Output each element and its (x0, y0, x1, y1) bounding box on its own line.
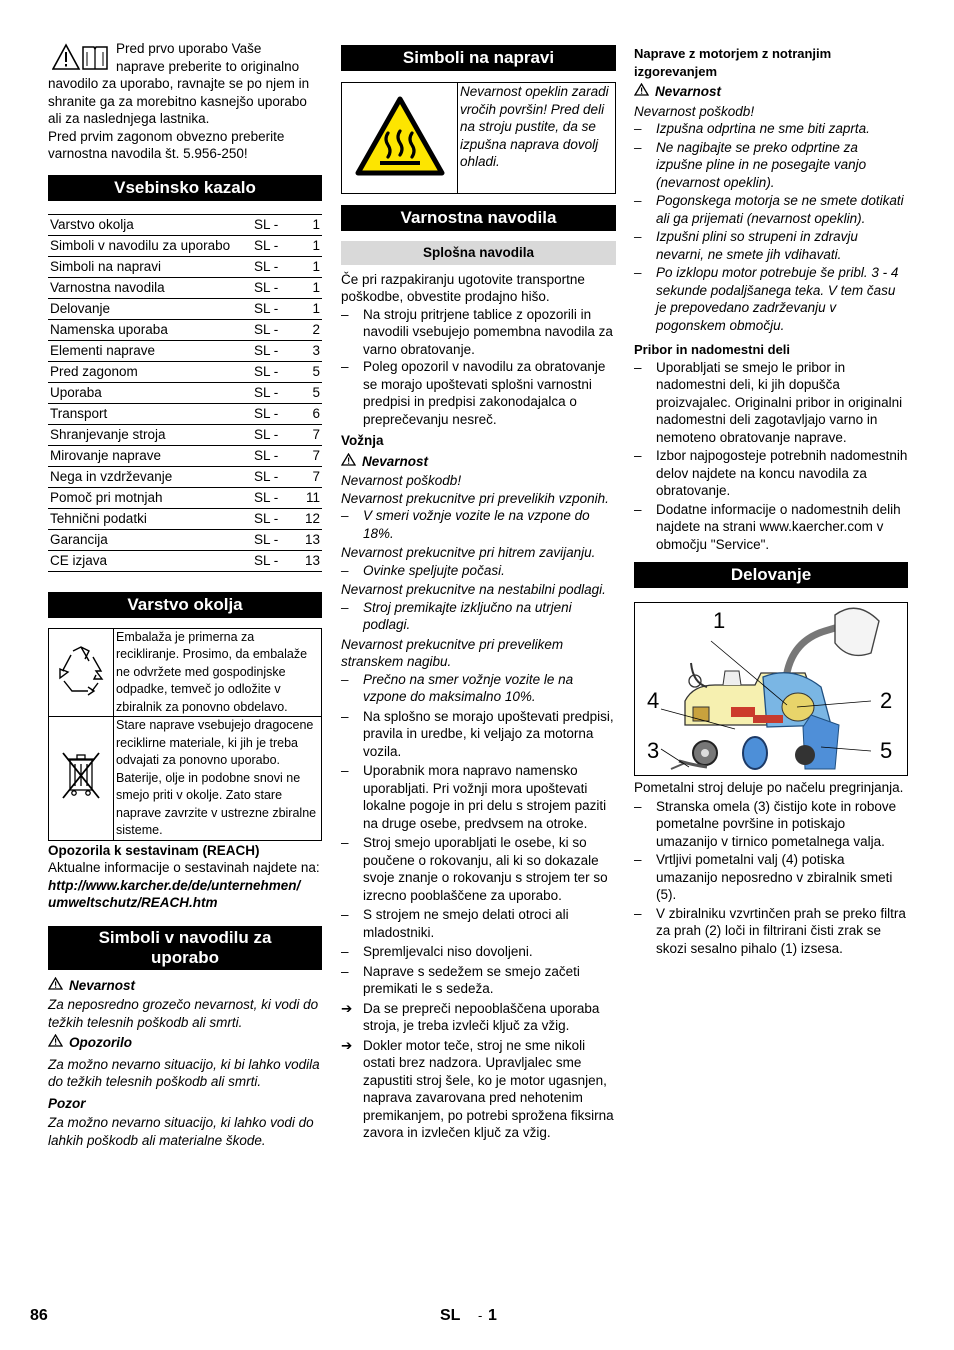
toc-label: Simboli v navodilu za uporabo (48, 235, 252, 256)
toc-page: 6 (290, 403, 322, 424)
toc-page: 2 (290, 319, 322, 340)
toc-lang: SL - (252, 529, 290, 550)
footer-lang: SL (440, 1307, 461, 1324)
toc-lang: SL - (252, 235, 290, 256)
column-1 (48, 40, 322, 1149)
list-item: – Vrtljivi pometalni valj (4) potiska umazanijo neposredno v zbiralnik smeti (5). (634, 852, 893, 902)
figure-label-1: 1 (713, 608, 726, 633)
toc-row[interactable] (48, 277, 322, 298)
hot-surface-icon (342, 83, 458, 194)
page-number: 86 (30, 1307, 48, 1324)
list-item: – Po izklopu motor potrebuje še pribl. 3 - 4 sekunde podaljšanega teka. V tem času je prepovedano zadrževanju v pogonskem območju. (634, 265, 899, 333)
danger-label: Nevarnost (69, 977, 136, 993)
intro-line: varnostna navodila št. 5.956-250! (48, 146, 248, 161)
toc-label: Elementi naprave (48, 340, 252, 361)
toc-row[interactable] (48, 298, 322, 319)
tip: Nevarnost prekucnitve pri prevelikem stranskem nagibu. (341, 636, 564, 669)
list-item: – Stroj premikajte izključno na utrjeni podlagi. (341, 599, 572, 632)
general-intro: Če pri razpakiranju ugotovite transportne poškodbe, obvestite prodajno hišo. (341, 271, 585, 304)
toc-lang: SL - (252, 550, 290, 571)
reach-title: Opozorila k sestavinam (REACH) (48, 842, 260, 858)
column-3 (634, 45, 908, 957)
intro-line: naprave preberite to originalno (116, 58, 300, 74)
sweeper-illustration (635, 603, 907, 775)
list-item: – Stranska omela (3) čistijo kote in robove pometalne površine in potiskajo umazanijo v tirnico pometalnega valja. (634, 798, 897, 849)
toc-lang: SL - (252, 445, 290, 466)
list-item: – Naprave s sedežem se smejo začeti premikati le s sedeža. (341, 963, 580, 996)
crossed-bin-icon (49, 717, 114, 841)
toc-page: 13 (290, 550, 322, 571)
toc-row[interactable] (48, 445, 322, 466)
intro-line: Pred prvim zagonom obvezno preberite (48, 128, 285, 144)
toc-lang: SL - (252, 298, 290, 319)
toc-label: Uporaba (48, 382, 252, 403)
toc-row[interactable] (48, 382, 322, 403)
intro-line: navodilo za uporabo, ravnajte se po njem in (48, 76, 310, 91)
toc-page: 1 (290, 298, 322, 319)
recycling-icon (49, 628, 114, 717)
toc-page: 1 (290, 256, 322, 277)
toc-label: Tehnični podatki (48, 508, 252, 529)
toc-row[interactable] (48, 235, 322, 256)
toc-page: 1 (290, 214, 322, 235)
toc-page: 7 (290, 466, 322, 487)
list-item: – Pogonskega motorja se ne smete dotikati ali ga prijemati (nevarnost opeklin). (634, 193, 904, 226)
intro-line: shranite ga za morebitno kasnejšo uporabo (48, 93, 307, 109)
caution-text: Za možno nevarno situacijo, ki lahko vodi do lahkih poškodb ali materialne škode. (48, 1115, 314, 1148)
warning-text: Za možno nevarno situacijo, ki bi lahko vodila do težkih telesnih poškodb ali smrti. (48, 1056, 320, 1089)
figure-label-4: 4 (647, 688, 660, 713)
driving-injury: Nevarnost poškodb! (341, 473, 462, 488)
footer-page: 1 (488, 1307, 497, 1324)
sweeper-figure (634, 602, 908, 776)
engine-injury: Nevarnost poškodb! (634, 103, 755, 119)
engine-danger-label: Nevarnost (655, 84, 722, 99)
list-item: – S strojem ne smejo delati otroci ali mladostniki. (341, 907, 569, 940)
reach-text: Aktualne informacije o sestavinah najdete na: (48, 860, 320, 875)
toc-table (48, 214, 322, 572)
list-item: – Prečno na smer vožnje vozite le na vzpone do maksimalno 10%. (341, 671, 574, 704)
toc-label: Transport (48, 403, 252, 424)
footer-sep: - (478, 1308, 483, 1323)
toc-label: Shranjevanje stroja (48, 424, 252, 445)
toc-row[interactable] (48, 361, 322, 382)
packaging-text: Embalaža je primerna za recikliranje. Prosimo, da embalaže ne odvržete med gospodinjske odpadke, temveč jo odložite v zbiralnik za ponovno obdelavo. (114, 628, 322, 717)
hot-surface-table (341, 82, 616, 194)
toc-lang: SL - (252, 403, 290, 424)
accessories-title: Pribor in nadomestni deli (634, 342, 791, 357)
safety-heading: Varnostna navodila (341, 205, 616, 231)
tip: Nevarnost prekucnitve pri hitrem zavijanju. (341, 545, 596, 560)
toc-page: 7 (290, 424, 322, 445)
toc-lang: SL - (252, 214, 290, 235)
toc-page: 5 (290, 382, 322, 403)
driving-danger-label: Nevarnost (362, 453, 429, 469)
general-subheading: Splošna navodila (341, 241, 616, 265)
danger-label-row (48, 977, 322, 995)
list-item: – Izpušni plini so strupeni in zdravju nevarni, ne smete jih vdihavati. (634, 229, 858, 262)
toc-page: 12 (290, 508, 322, 529)
toc-page: 5 (290, 361, 322, 382)
list-item: – Ne nagibajte se preko odprtine za izpušne pline in ne posegajte vanjo (nevarnost opeklin). (634, 139, 867, 190)
toc-row[interactable] (48, 550, 322, 571)
toc-lang: SL - (252, 487, 290, 508)
operation-heading: Delovanje (634, 562, 908, 588)
toc-lang: SL - (252, 277, 290, 298)
toc-heading: Vsebinsko kazalo (48, 175, 322, 201)
toc-row[interactable] (48, 466, 322, 487)
toc-label: Garancija (48, 529, 252, 550)
tip: Nevarnost prekucnitve na nestabilni podlagi. (341, 582, 606, 597)
toc-label: Varnostna navodila (48, 277, 252, 298)
toc-page: 7 (290, 445, 322, 466)
toc-row[interactable] (48, 256, 322, 277)
toc-row[interactable] (48, 340, 322, 361)
toc-label: Pomoč pri motnjah (48, 487, 252, 508)
toc-lang: SL - (252, 466, 290, 487)
figure-label-5: 5 (880, 738, 893, 763)
toc-page: 11 (290, 487, 322, 508)
toc-row[interactable] (48, 424, 322, 445)
toc-label: CE izjava (48, 550, 252, 571)
list-item: – Uporabljati se smejo le pribor in nadomestni deli, ki jih dopušča proizvajalec. Originalni pribor in originalni nadomestni deli zagotavljajo varno in nemoteno obratovanje naprave. (634, 359, 903, 445)
toc-page: 1 (290, 235, 322, 256)
arrow-icon: ➔ (341, 1000, 353, 1016)
toc-label: Pred zagonom (48, 361, 252, 382)
toc-lang: SL - (252, 424, 290, 445)
warning-triangle-icon (341, 453, 356, 471)
toc-row[interactable] (48, 214, 322, 235)
list-item: – V smeri vožnje vozite le na vzpone do 18%. (341, 508, 590, 541)
arrow-item: ➔ Da se prepreči nepooblaščena uporaba stroja, je treba izvleči ključ za vžig. (341, 1000, 600, 1033)
rules-list (341, 708, 616, 1142)
toc-row[interactable] (48, 487, 322, 508)
toc-label: Simboli na napravi (48, 256, 252, 277)
driving-title: Vožnja (341, 433, 384, 448)
list-item: – Dodatne informacije o nadomestnih delih najdete na strani www.kaercher.com v območju "Service". (634, 501, 901, 552)
toc-lang: SL - (252, 319, 290, 340)
toc-label: Nega in vzdrževanje (48, 466, 252, 487)
environment-table (48, 628, 322, 841)
list-item: – V zbiralniku vzvrtinčen prah se preko filtra za prah (2) loči in filtrirani čisti zrak se skozi sesalno pihalo (1) izsesa. (634, 905, 906, 956)
toc-label: Namenska uporaba (48, 319, 252, 340)
toc-lang: SL - (252, 361, 290, 382)
environment-heading: Varstvo okolja (48, 592, 322, 618)
reach-link[interactable]: umweltschutz/REACH.htm (48, 895, 218, 910)
intro-line: ali za naslednjega lastnika. (48, 111, 210, 126)
toc-row[interactable] (48, 508, 322, 529)
tip: Nevarnost prekucnitve pri prevelikih vzponih. (341, 490, 609, 506)
arrow-icon: ➔ (341, 1037, 353, 1053)
list-item: – Izbor najpogosteje potrebnih nadomestnih delov najdete na koncu navodila za obratovanje. (634, 448, 908, 498)
warning-label: Opozorilo (69, 1035, 132, 1050)
list-item: – Spremljevalci niso dovoljeni. (341, 944, 533, 959)
device-symbols-heading: Simboli na napravi (341, 45, 616, 71)
toc-row[interactable] (48, 529, 322, 550)
reach-link[interactable]: http://www.karcher.de/de/unternehmen/ (48, 877, 301, 893)
list-item: – Izpušna odprtina ne sme biti zaprta. (634, 121, 870, 136)
arrow-item: ➔ Dokler motor teče, stroj ne sme nikoli ostati brez nadzora. Upravljalec sme zapustiti stroj šele, ko je motor ugasnjen, naprava zavarovana pred nehotenim premikanjem, po potrebi sprožena fiksirna zavora in izvlečen ključ za vžig. (341, 1037, 614, 1140)
engine-title: Naprave z motorjem z notranjim izgorevanjem (634, 46, 832, 79)
toc-lang: SL - (252, 340, 290, 361)
toc-label: Mirovanje naprave (48, 445, 252, 466)
caution-label: Pozor (48, 1095, 86, 1111)
danger-text: Za neposredno grozečo nevarnost, ki vodi do težkih telesnih poškodb ali smrti. (48, 997, 319, 1030)
list-item: – Stroj smejo uporabljati le osebe, ki so poučene o rokovanju, ali ki so dokazale svoje znanje o rokovanju s strojem ter so izrecno pooblaščene za uporabo. (341, 835, 608, 903)
list-item: – Na splošno se morajo upoštevati predpisi, pravila in uredbe, ki veljajo za motorna vozila. (341, 708, 614, 759)
toc-label: Delovanje (48, 298, 252, 319)
toc-page: 1 (290, 277, 322, 298)
toc-row[interactable] (48, 403, 322, 424)
engine-danger-row (634, 83, 908, 101)
toc-lang: SL - (252, 382, 290, 403)
warning-label-row (48, 1034, 322, 1052)
warning-book-icon (52, 43, 108, 71)
intro-line: Pred prvo uporabo Vaše (116, 41, 262, 56)
toc-lang: SL - (252, 256, 290, 277)
list-item: – Poleg opozoril v navodilu za obratovanje se morajo upoštevati splošni varnostni predpisi in predpisi zakonodajalca o preprečevanju nesreč. (341, 359, 606, 427)
old-devices-text: Stare naprave vsebujejo dragocene reciklirne materiale, ki jih je treba odvajati za ponovno uporabo. Baterije, olje in podobne snovi ne smejo priti v okolje. Zato stare naprave zavrzite v ustrezne zbiralne sisteme. (114, 717, 322, 841)
hot-surface-text: Nevarnost opeklin zaradi vročih površin! Pred deli na stroju pustite, da se izpušna naprava dovolj ohladi. (458, 83, 616, 194)
list-item: – Uporabnik mora napravo namensko uporabljati. Pri vožnji mora upoštevati lokalne pogoje in pri delu s strojem paziti na druge osebe, predvsem na otroke. (341, 763, 607, 831)
figure-label-3: 3 (647, 738, 660, 763)
operation-intro: Pometalni stroj deluje po načelu pregrinjanja. (634, 780, 904, 795)
column-2 (341, 45, 616, 1142)
warning-triangle-icon (634, 83, 649, 101)
toc-page: 13 (290, 529, 322, 550)
toc-label: Varstvo okolja (48, 214, 252, 235)
toc-page: 3 (290, 340, 322, 361)
driving-danger-row (341, 453, 616, 471)
toc-lang: SL - (252, 508, 290, 529)
list-item: – Ovinke speljujte počasi. (341, 562, 505, 578)
list-item: – Na stroju pritrjene tablice z opozorili in navodili vsebujejo pomembna navodila za varno obratovanje. (341, 306, 613, 357)
toc-row[interactable] (48, 319, 322, 340)
symbols-heading: Simboli v navodilu za uporabo (48, 926, 322, 970)
intro (48, 40, 322, 163)
warning-triangle-icon (48, 1034, 63, 1052)
warning-triangle-icon (48, 977, 63, 995)
figure-label-2: 2 (880, 688, 893, 713)
